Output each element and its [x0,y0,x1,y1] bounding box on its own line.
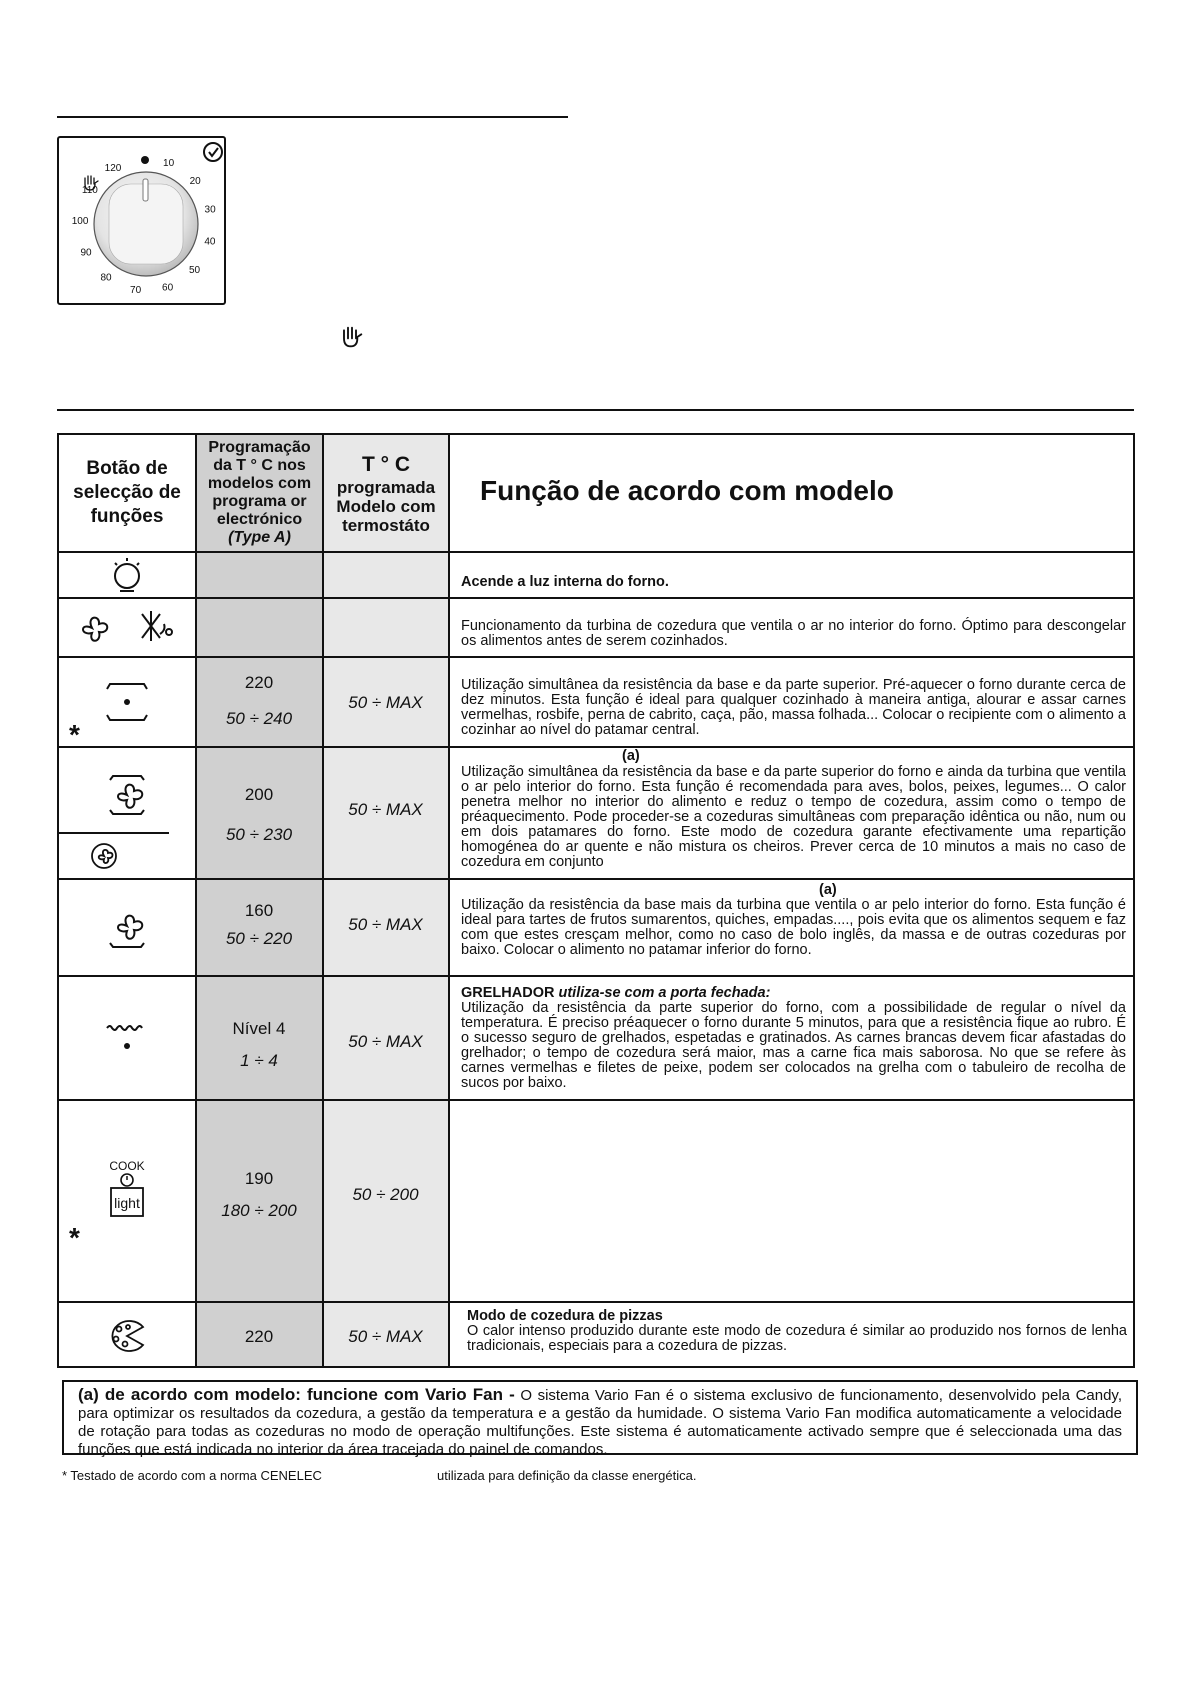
timer-dial-label: 50 [188,264,201,276]
fan-bottom-heat-icon [59,880,195,975]
row-conventional-prog-range: 50 ÷ 240 [225,709,293,728]
row-defrost-description: Funcionamento da turbina de cozedura que ventila o ar no interior do forno. Óptimo para descongelar os alimentos antes de serem cozinhados. [461,618,1126,649]
row-grill-prog-range: 1 ÷ 4 [240,1051,278,1070]
vario-note-marker: (a) [819,882,837,898]
header-function: Função de acordo com modelo [480,475,894,506]
fan-defrost-icon [59,599,195,656]
top-rule [57,116,568,118]
fan-top-bottom-heat-icon [59,765,195,825]
row-fan-bottom-prog-range: 50 ÷ 220 [225,929,293,948]
timer-dial-graphic [59,138,224,303]
vario-fan-note: (a) de acordo com modelo: funcione com Vario Fan - O sistema Vario Fan é o sistema exclusivo de funcionamento, desenvolvido pela Candy, para optimizar os resultados da cozedura, a gestão da temperatura e a gestão da humidade. O sistema Vario Fan modifica automaticamente a velocidade de rotação para todas as cozeduras no modo de operação multifunções. Este sistema é automaticamente activado sempre que é seleccionada uma das funções que está indicada no interior da área tracejada do painel de comandos. [62,1380,1138,1455]
header-programmed-temp: Programação da T ° C nos modelos com programa or electrónico (Type A) [207,439,312,546]
row-cooklight-prog-range: 180 ÷ 200 [221,1201,297,1220]
functions-table [57,433,1135,1368]
header-thermostat: T ° C programada Modelo com termostáto [336,452,436,535]
pizza-icon [59,1303,195,1368]
manual-hand-icon [340,325,364,349]
timer-dial-label: 120 [104,162,122,174]
row-fan-bottom-thermo: 50 ÷ MAX [348,915,423,934]
row-fan-conventional-thermo: 50 ÷ MAX [348,800,423,819]
row-fan-conventional-description: Utilização simultânea da resistência da base e da parte superior do forno e ainda da turbina que ventila o ar pelo interior do forno. Esta função é recomendada para aves, bolos, peixes, legumes... O calor penetra melhor no interior do alimento e reduz o tempo de cozedura, assim como o tempo de préaquecimento. Pode proceder-se a cozeduras simultâneas com preparação idêntica ou não, num ou em dois patamares do forno. Este modo de cozedura garante efectivamente uma repartição homogénea do ar quente e não mistura os cheiros. Prever cerca de 10 minutos a mais no caso de cozedura em conjunto [461,764,1126,870]
row-cooklight-prog: 190 [244,1169,274,1188]
footnote-energy-class: utilizada para definição da classe energética. [437,1468,697,1483]
row-conventional-prog: 220 [244,673,274,692]
timer-dial [57,136,226,305]
header-selector: Botão de selecção de funções [73,458,181,527]
row-grill-prog: Nível 4 [232,1019,286,1038]
timer-dial-label: 40 [204,236,216,248]
cenelec-star: * [69,719,80,750]
row-pizza-prog: 220 [244,1327,274,1346]
row-fan-bottom-description: Utilização da resistência da base mais da turbina que ventila o ar pelo interior do forno. Esta função é ideal para tartes de frutos sumarentos, quiches, empadas...., pois evita que os alimentos sequem e faz com que estes cresçam melhor, como no caso de bolo inglês, da massa e de outras cozeduras por baixo. Colocar o alimento no patamar inferior do forno. [461,897,1126,958]
timer-start-dot [141,156,149,164]
vario-note-marker: (a) [622,748,640,764]
grill-icon [59,977,195,1099]
timer-dial-label: 110 [81,185,98,197]
row-grill-description: GRELHADOR utiliza-se com a porta fechada: Utilização da resistência da parte superior do forno, com a possibilidade de regular o nível da temperatura. É preciso préaquecer o forno durante 5 minutos, para que a resistência fique ao rubro. É o sucesso seguro de grelhados, espetadas e gratinados. As carnes brancas devem ficar afastadas do grelhador; o tempo de cozedura será maior, mas a carne fica mais saborosa. No que se refere às carnes vermelhas e filetes de peixe, podem ser colocados na grelha com o tabuleiro de recolha de sucos por baixo. [461,985,1126,1091]
timer-dial-label: 80 [100,272,112,284]
timer-dial-label: 100 [71,215,89,227]
clock-icon [204,143,222,161]
cenelec-star: * [69,1222,80,1253]
timer-dial-label: 60 [162,282,174,294]
timer-dial-label: 90 [80,247,92,259]
vario-fan-icon [79,838,129,874]
row-fan-bottom-prog: 160 [244,901,274,920]
row-conventional-description: Utilização simultânea da resistência da base e da parte superior. Pré-aquecer o forno durante cerca de dez minutos. Esta função é ideal para qualquer cozinhado à maneira antiga, alourar e assar carnes vermelhas, rosbife, perna de cabrito, caça, pão, massa folhada... Colocar o recipiente com o alimento a cozinhar ao nível do patamar central. [461,677,1126,738]
cook-light-word: COOK [109,1159,145,1173]
oven-lamp-icon [59,553,195,597]
row-pizza-description: Modo de cozedura de pizzas O calor intenso produzido durante este modo de cozedura é similar ao produzido nos fornos de lenha tradicionais, especiais para a cozedura de pizzas. [467,1308,1127,1354]
timer-dial-label: 30 [204,204,216,216]
section-rule [57,409,1134,411]
row-fan-conventional-prog: 200 [244,785,274,804]
timer-dial-label: 20 [189,176,201,187]
row-lamp-description: Acende a luz interna do forno. [461,574,669,590]
timer-dial-label: 10 [163,158,175,169]
cook-light-icon [59,1155,195,1225]
row-cooklight-thermo: 50 ÷ 200 [352,1185,419,1204]
row-fan-conventional-prog-range: 50 ÷ 230 [225,825,293,844]
cook-light-word: light [114,1195,140,1211]
footnote-cenelec: * Testado de acordo com a norma CENELEC [62,1468,322,1483]
row-pizza-thermo: 50 ÷ MAX [348,1327,423,1346]
row-conventional-thermo: 50 ÷ MAX [348,693,423,712]
timer-dial-label: 70 [130,285,142,297]
row-grill-thermo: 50 ÷ MAX [348,1032,423,1051]
